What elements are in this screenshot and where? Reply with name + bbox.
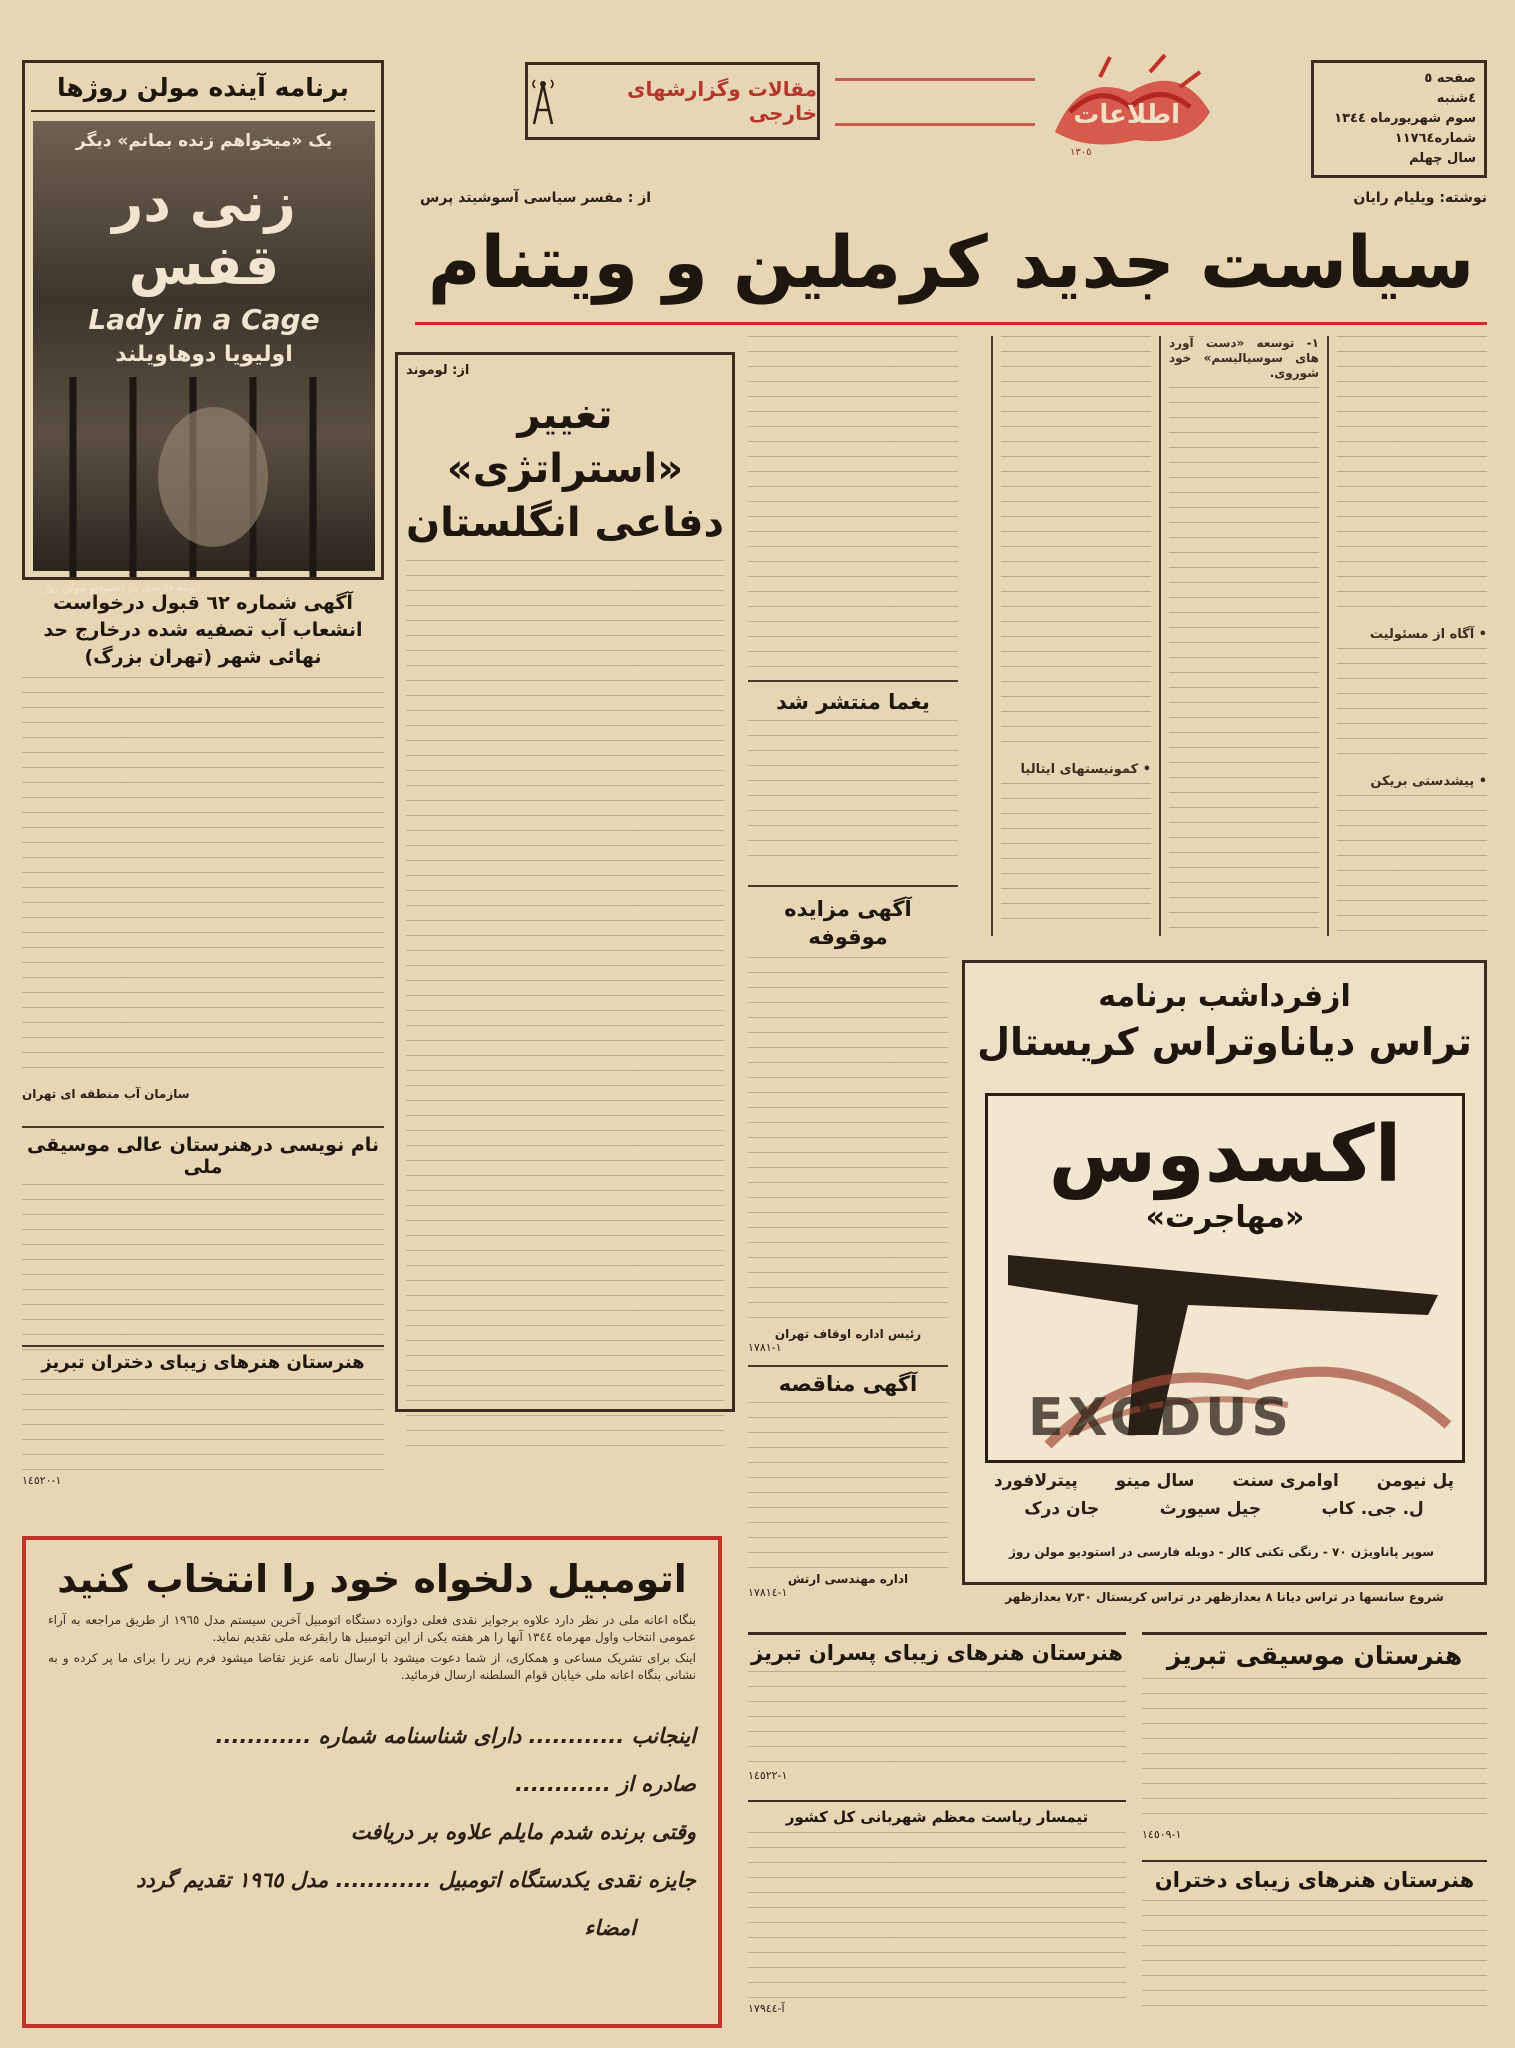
cast-name: پل نیومن (1376, 1471, 1454, 1491)
car-ad-body-2: اینک برای تشریک مساعی و همکاری، از شما دعوت میشود با ارسال نامه عزیز تقاضا میشود فرم زیر را برای ما پر کرده و به نشانی بنگاه اعانه ملی خیابان قوام السلطنه ارسال فرمائید. (48, 1651, 696, 1682)
exodus-farsi-subtitle: «مهاجرت» (1145, 1200, 1305, 1235)
exodus-english-title: EXODUS (1028, 1388, 1293, 1448)
masthead-red-band (835, 78, 1035, 126)
weekday: ٤شنبه (1436, 91, 1476, 106)
water-notice-title: آگهی شماره ٦٢ قبول درخواست انشعاب آب تصفیه شده درخارج حد نهائی شهر (تهران بزرگ) (43, 592, 363, 668)
cast-name: جیل سیورث (1159, 1499, 1262, 1519)
form-line: جایزه نقدی یکدستگاه اتومبیل ............ مدل ١٩٦٥ تقدیم گردد (136, 1868, 696, 1892)
tender-title: آگهی مناقصه (778, 1372, 918, 1396)
auction-title: آگهی مزایده موقوفه (784, 897, 912, 949)
poster-dubbing-note: دوبله فارسی در استودیو مولن روژ (43, 581, 200, 594)
main-headline: سیاست جدید کرملین و ویتنام (427, 220, 1475, 304)
main-article-col-3 (1001, 336, 1151, 936)
exodus-farsi-title: اکسدوس (1048, 1110, 1402, 1200)
poster-english-title: Lady in a Cage (88, 303, 320, 336)
governor-title: تیمسار ریاست معظم شهربانی کل کشور (785, 1808, 1089, 1826)
tender-notice (748, 1372, 948, 1617)
yaghma-title: یغما منتشر شد (776, 690, 930, 714)
section-title: مقالات وگزارشهای خارجی (627, 77, 817, 125)
car-lottery-ad (22, 1536, 722, 2028)
governor-ref: آ-١٧٩٤٤ (748, 2002, 785, 2015)
exodus-format: سوپر پاناویژن ٧٠ - رنگی تکنی کالر - دوبله فارسی در استودیو مولن روژ (1008, 1545, 1435, 1559)
issue-number: شماره١١٧٦٤ (1394, 131, 1476, 146)
governor-notice (748, 1800, 1126, 2028)
form-line: اینجانب ............ دارای شناسنامه شماره ............ (215, 1724, 696, 1748)
music-school-tabriz-ref: ١-١٤٥٠٩ (1142, 1828, 1182, 1841)
poster-actress: اولیویا دوهاویلند (115, 342, 293, 367)
subhead-achievements: ١- توسعه «دست آورد های سوسیالیسم» خود شوروی. (1169, 336, 1319, 380)
form-line: صادره از ............ (514, 1772, 696, 1796)
auction-signature: رئیس اداره اوقاف تهران (774, 1327, 922, 1341)
subhead-italian-communists: • کمونیستهای ایتالیا (1020, 762, 1151, 777)
program-box (22, 60, 384, 594)
cast-name: جان درک (1024, 1499, 1100, 1519)
page-number: صفحه ٥ (1424, 71, 1476, 86)
left-divider-1 (22, 1126, 384, 1128)
cast-name: اوامری سنت (1232, 1471, 1339, 1491)
exodus-film-ad (962, 960, 1487, 1585)
water-notice-signature: سازمان آب منطقه ای تهران (22, 1087, 190, 1101)
water-notice (22, 590, 384, 1118)
tender-signature: اداره مهندسی ارتش (787, 1572, 909, 1586)
section-label-box (525, 62, 820, 140)
tender-ref: ١-١٧٨١٤ (748, 1586, 788, 1599)
exodus-poster-art (985, 1093, 1465, 1463)
lemonde-source: از: لوموند (406, 363, 470, 378)
yaghma-notice (748, 690, 958, 880)
subhead-responsibility: • آگاه از مسئولیت (1369, 627, 1487, 642)
auction-notice (748, 895, 948, 1360)
newspaper-logo (1040, 52, 1225, 162)
cast-name: سال مینو (1115, 1471, 1195, 1491)
music-school-notice (22, 1134, 384, 1339)
main-article-col-1 (1337, 336, 1487, 936)
issue-date: سوم شهریورماه ١٣٤٤ (1334, 111, 1476, 126)
girls-school-notice (1142, 1860, 1487, 2028)
cast-name: ل. جی. کاب (1321, 1499, 1424, 1519)
lemonde-body (406, 560, 724, 1455)
car-ad-form (48, 1712, 696, 1952)
cage-bars-icon (43, 377, 365, 577)
logo-year: ١٣٠٥ (1070, 147, 1092, 158)
boys-school-notice (748, 1632, 1126, 1792)
water-notice-body (22, 677, 384, 1087)
left-divider-2 (22, 1345, 384, 1347)
exodus-top-line: ازفرداشب برنامه (1098, 979, 1351, 1014)
music-notice-title: نام نویسی درهنرستان عالی موسیقی ملی (26, 1134, 380, 1178)
girls-school-bottom-title: هنرستان هنرهای زیبای دختران (1154, 1868, 1475, 1892)
exodus-cinemas: تراس دیاناوتراس کریستال (977, 1020, 1472, 1064)
main-article-source: از : مفسر سیاسی آسوشیتد پرس (420, 190, 652, 206)
music-school-tabriz-title: هنرستان موسیقی تبریز (1166, 1641, 1463, 1670)
lemonde-headline-2: دفاعی انگلستان (406, 500, 724, 546)
form-line: وقتی برنده شدم مایلم علاوه بر دریافت (350, 1820, 696, 1844)
main-col-rule-2 (1159, 336, 1161, 936)
main-col-rule-3 (991, 336, 993, 936)
music-school-tabriz-notice (1142, 1632, 1487, 1852)
center-divider-1 (748, 680, 958, 682)
volume-year: سال چهلم (1409, 151, 1476, 166)
girls-school-title: هنرستان هنرهای زیبای دختران تبریز (41, 1352, 365, 1373)
lemonde-headline-1: تغییر «استراتژی» (446, 392, 684, 492)
headline-red-underline (415, 322, 1487, 325)
center-col-article (748, 336, 958, 671)
car-ad-headline: اتومبیل دلخواه خود را انتخاب کنید (57, 1557, 687, 1601)
subhead-preemption: • پیشدستی بریکن (1370, 774, 1487, 789)
form-line: امضاء (584, 1916, 636, 1940)
boys-school-ref: ١-١٤٥٢٢ (748, 1769, 788, 1782)
logo-text: اطلاعات (1073, 100, 1180, 130)
lady-in-cage-poster (33, 121, 375, 594)
car-ad-body: بنگاه اعانه ملی در نظر دارد علاوه برجوایز نقدی فعلی دوازده دستگاه اتومبیل آخرین سیستم مدل ١٩٦٥ از طریق مراجعه به آراء عمومی انتخاب واول مهرماه ١٣٤٤ آنها را هر هفته یکی از این اتومبیل ها رابقرعه ملی تقدیم نماید. (48, 1613, 696, 1644)
auction-ref: ١-١٧٨١ (748, 1341, 782, 1354)
main-col-rule-1 (1327, 336, 1329, 936)
boys-school-title: هنرستان هنرهای زیبای پسران تبریز (751, 1641, 1123, 1665)
lemonde-article-box (395, 352, 735, 1412)
center-divider-2 (748, 885, 958, 887)
cast-name: پیترلافورد (994, 1471, 1078, 1491)
main-article-author: نوشته: ویلیام رایان (1353, 190, 1487, 206)
exodus-showtimes: شروع سانسها در تراس دیانا ٨ بعدازظهر در تراس کریستال ٧٫٣٠ بعدازظهر (1005, 1590, 1444, 1604)
girls-school-ref: ١-١٤٥٢٠ (22, 1474, 62, 1487)
exodus-cast (994, 1471, 1454, 1519)
program-title: برنامه آینده مولن روژها (31, 69, 375, 112)
issue-info-box (1311, 60, 1487, 178)
main-article-col-2 (1169, 336, 1319, 936)
center-divider-3 (748, 1365, 948, 1367)
girls-school-tabriz-notice (22, 1352, 384, 1502)
poster-tagline: یک «میخواهم زنده بمانم» دیگر (75, 131, 333, 151)
radio-tower-icon (528, 76, 556, 126)
poster-farsi-title: زنی در قفس (112, 171, 296, 297)
